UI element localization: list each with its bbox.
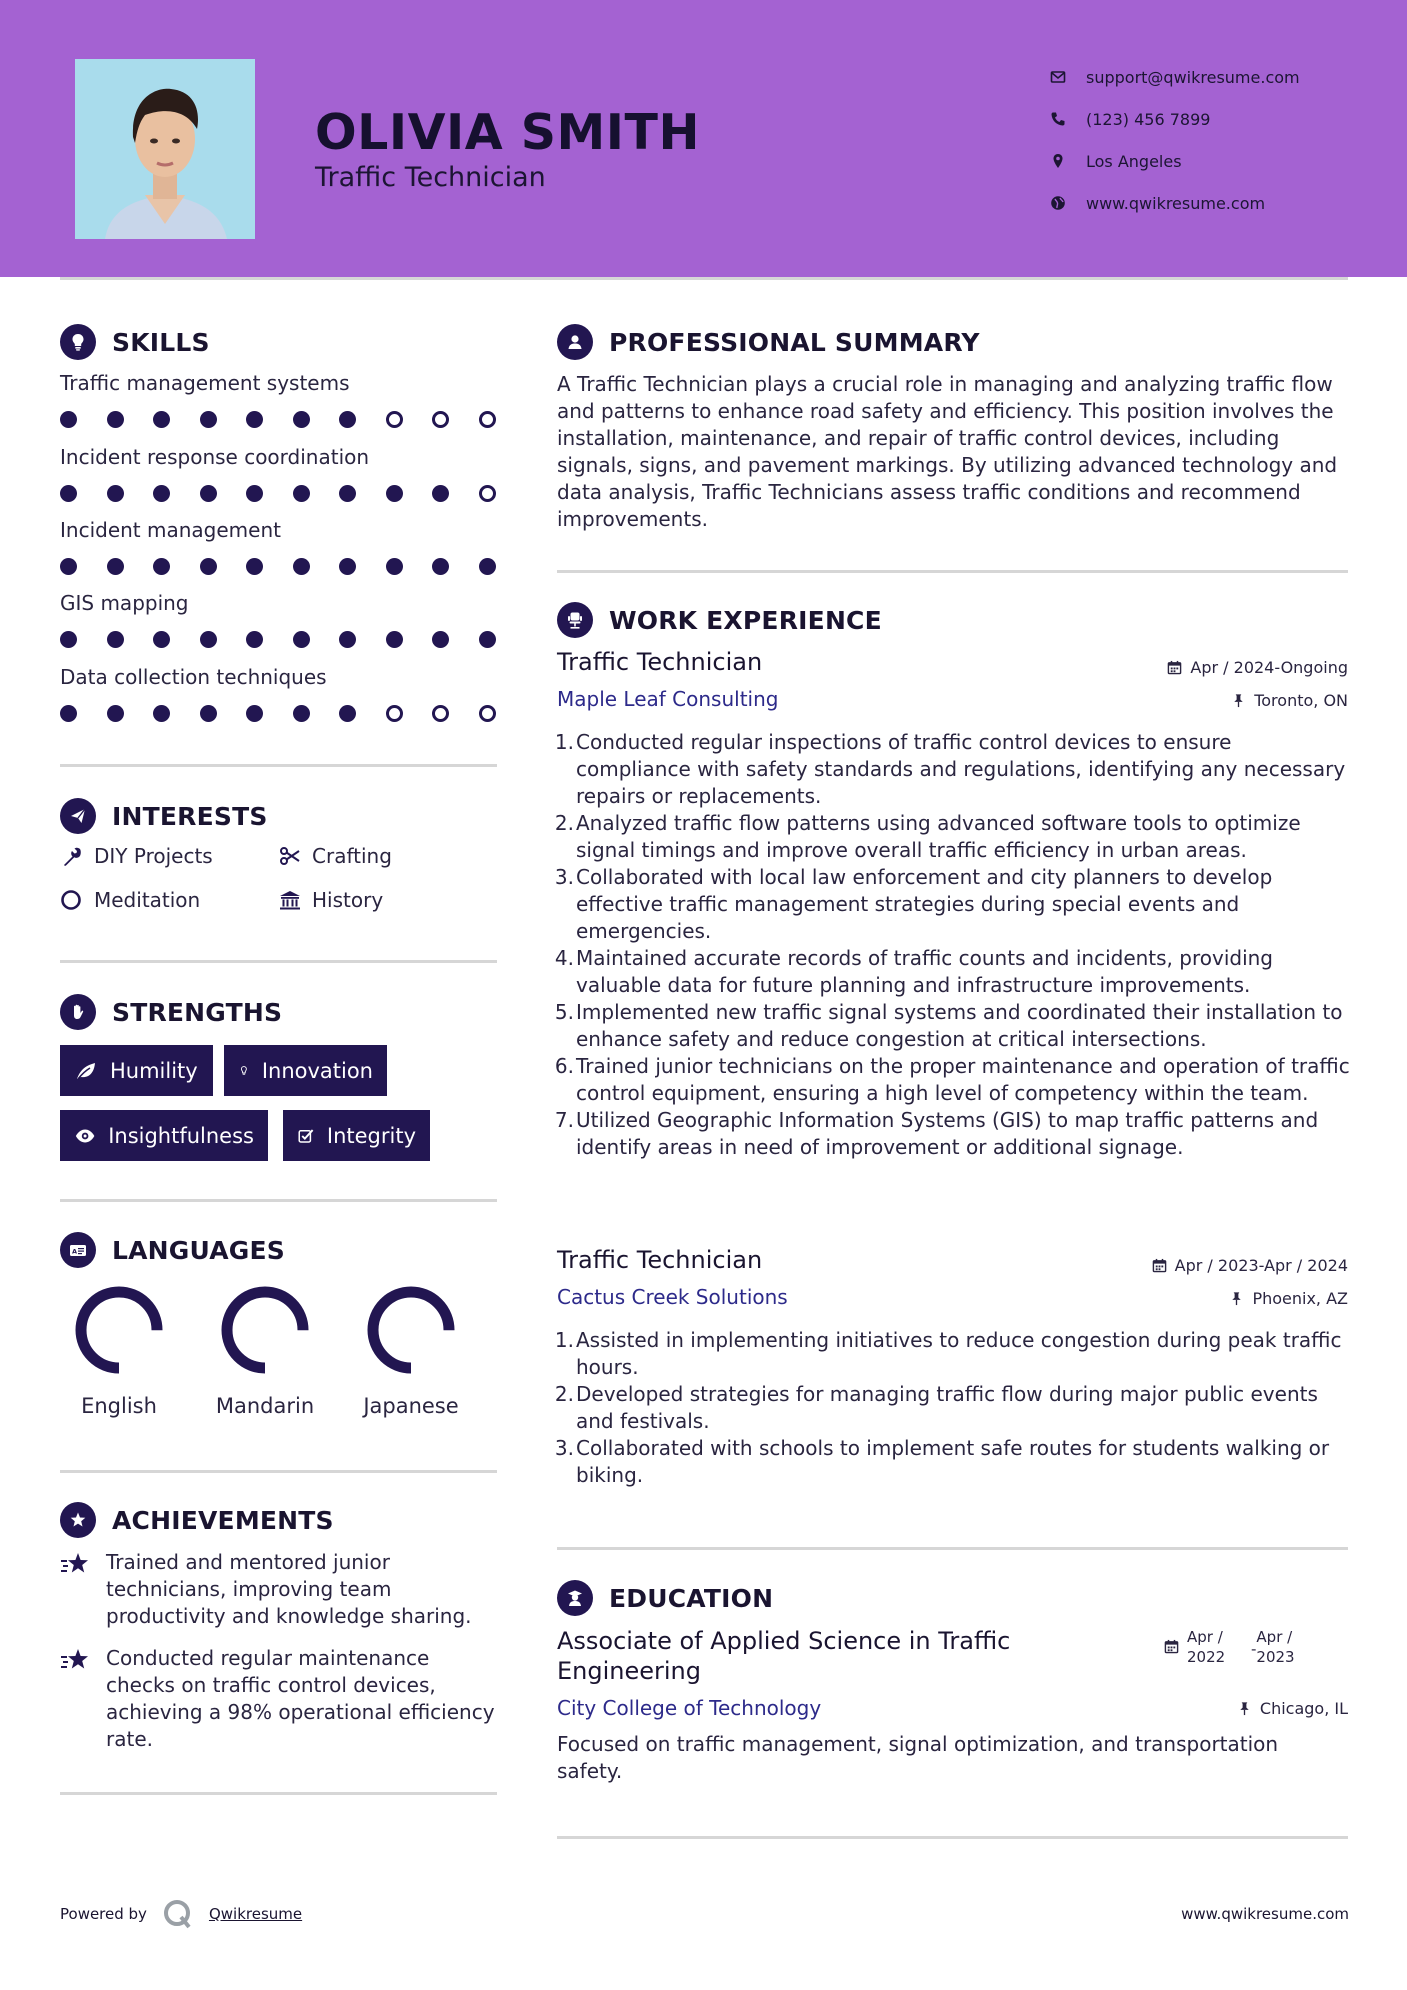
job-duties <box>554 1327 1352 1489</box>
languages-divider <box>60 1470 497 1473</box>
rating-dot-filled <box>339 485 356 502</box>
education-date-end: Apr / 2023 <box>1256 1628 1295 1666</box>
leaf-icon <box>74 1059 98 1083</box>
duty-item <box>554 1107 1352 1161</box>
duty-number: 2. <box>554 811 574 835</box>
rating-dot-filled <box>246 558 263 575</box>
duty-item <box>554 1381 1352 1435</box>
language-level-arc <box>373 1292 449 1368</box>
interest-item <box>278 844 392 868</box>
rating-dot-filled <box>432 631 449 648</box>
strengths-divider <box>60 1199 497 1202</box>
education-divider <box>557 1836 1348 1839</box>
job-location-text: Toronto, ON <box>1254 691 1348 710</box>
rating-dot-filled <box>60 558 77 575</box>
resume-header <box>0 0 1407 277</box>
education-description: Focused on traffic management, signal optimization, and transportation safety. <box>557 1732 1279 1783</box>
globe-icon <box>1050 195 1066 211</box>
rating-dot-filled <box>200 485 217 502</box>
achievements-title: ACHIEVEMENTS <box>112 1505 334 1535</box>
rating-dot-filled <box>339 558 356 575</box>
education-location <box>1237 1699 1348 1718</box>
rating-dot-filled <box>246 705 263 722</box>
duty-text: Utilized Geographic Information Systems (GIS) to map traffic patterns and identify areas in need of improvement or additional signage. <box>576 1108 1319 1159</box>
strength-label: Integrity <box>326 1123 416 1148</box>
candidate-name: OLIVIA SMITH <box>315 104 700 161</box>
experience-heading <box>557 602 882 638</box>
interests-divider <box>60 960 497 963</box>
lightbulb-icon <box>238 1059 250 1083</box>
contact-location-text: Los Angeles <box>1086 151 1182 171</box>
duty-item <box>554 729 1352 810</box>
skill-item <box>60 445 500 502</box>
skills-divider <box>60 764 497 767</box>
language-name: Mandarin <box>215 1394 315 1418</box>
pushpin-icon <box>1237 1701 1252 1716</box>
strengths-heading <box>60 994 282 1030</box>
header-divider <box>60 277 1348 280</box>
skill-name: Incident response coordination <box>60 445 370 469</box>
rating-dot-filled <box>293 558 310 575</box>
duty-item <box>554 810 1352 864</box>
job-dates-text: Apr / 2023-Apr / 2024 <box>1174 1256 1348 1275</box>
qwikresume-logo-icon <box>161 1897 195 1931</box>
calendar-icon <box>1164 1639 1179 1654</box>
duty-number: 7. <box>554 1108 574 1132</box>
star-badge-icon <box>60 1502 96 1538</box>
duty-text: Maintained accurate records of traffic counts and incidents, providing valuable data for future planning and infrastructure improvements. <box>576 946 1274 997</box>
contact-phone-text: (123) 456 7899 <box>1086 109 1211 129</box>
rating-dot-filled <box>246 485 263 502</box>
rating-dot-filled <box>479 558 496 575</box>
education-date-start: Apr / 2022 <box>1187 1628 1226 1666</box>
duty-number: 2. <box>554 1382 574 1406</box>
job-dates-text: Apr / 2024-Ongoing <box>1190 658 1348 677</box>
candidate-title: Traffic Technician <box>315 162 546 193</box>
achievement-text: Conducted regular maintenance checks on traffic control devices, achieving a 98% operational efficiency rate. <box>106 1646 495 1751</box>
skill-rating <box>60 485 500 502</box>
pushpin-icon <box>1229 1291 1244 1306</box>
skill-name: Data collection techniques <box>60 665 327 689</box>
duty-number: 3. <box>554 1436 574 1460</box>
pushpin-icon <box>1231 693 1246 708</box>
achievement-item <box>60 1549 500 1630</box>
job-role: Traffic Technician <box>557 648 763 676</box>
job-location <box>1231 691 1348 710</box>
job-location-text: Phoenix, AZ <box>1252 1289 1348 1308</box>
duty-number: 6. <box>554 1054 574 1078</box>
skill-item <box>60 591 500 648</box>
achievement-text: Trained and mentored junior technicians, improving team productivity and knowledge sharing. <box>106 1550 472 1628</box>
experience-title: WORK EXPERIENCE <box>609 605 882 635</box>
calendar-icon <box>1167 660 1182 675</box>
rating-dot-empty <box>479 411 496 428</box>
star-icon <box>60 1551 90 1579</box>
brand-link[interactable]: Qwikresume <box>208 1905 303 1923</box>
paper-plane-icon <box>60 798 96 834</box>
duty-item <box>554 1053 1352 1107</box>
wrench-icon <box>60 844 84 868</box>
rating-dot-filled <box>293 705 310 722</box>
rating-dot-filled <box>153 485 170 502</box>
rating-dot-filled <box>339 631 356 648</box>
skill-name: Incident management <box>60 518 281 542</box>
duty-text: Analyzed traffic flow patterns using advanced software tools to optimize signal timings and improve overall traffic efficiency in urban areas. <box>576 811 1301 862</box>
language-item <box>195 1284 335 1418</box>
contact-email <box>1050 56 1380 98</box>
interest-label: DIY Projects <box>94 844 213 868</box>
strength-label: Innovation <box>261 1058 373 1083</box>
phone-icon <box>1050 111 1066 127</box>
interest-item <box>60 844 213 868</box>
languages-title: LANGUAGES <box>112 1235 286 1265</box>
job-duties <box>554 729 1352 1161</box>
interest-label: Meditation <box>94 888 201 912</box>
summary-heading <box>557 324 980 360</box>
rating-dot-empty <box>479 705 496 722</box>
experience-divider <box>557 1547 1348 1550</box>
interests-title: INTERESTS <box>112 801 268 831</box>
star-icon <box>60 1647 90 1675</box>
contact-email-text[interactable]: support@qwikresume.com <box>1086 67 1300 87</box>
job-dates <box>1152 1256 1348 1275</box>
language-item <box>49 1284 189 1418</box>
check-square-icon <box>297 1124 315 1148</box>
duty-number: 1. <box>554 730 574 754</box>
rating-dot-filled <box>107 411 124 428</box>
skill-item <box>60 665 500 722</box>
duty-text: Collaborated with schools to implement safe routes for students walking or biking. <box>576 1436 1330 1487</box>
profile-photo <box>75 59 255 239</box>
education-degree: Associate of Applied Science in Traffic Engineering <box>557 1627 1011 1685</box>
rating-dot-filled <box>246 411 263 428</box>
skill-rating <box>60 705 500 722</box>
achievements-divider <box>60 1792 497 1795</box>
strength-badge <box>60 1045 213 1096</box>
envelope-icon <box>1050 69 1066 85</box>
language-name: Japanese <box>363 1394 459 1418</box>
duty-number: 4. <box>554 946 574 970</box>
rating-dot-filled <box>107 631 124 648</box>
rating-dot-filled <box>293 485 310 502</box>
eye-icon <box>74 1124 96 1148</box>
language-icon <box>60 1232 96 1268</box>
rating-dot-filled <box>60 705 77 722</box>
rating-dot-filled <box>107 485 124 502</box>
duty-number: 3. <box>554 865 574 889</box>
interest-label: Crafting <box>312 844 392 868</box>
strength-badge <box>224 1045 387 1096</box>
skills-title: SKILLS <box>112 327 210 357</box>
skills-heading <box>60 324 210 360</box>
circle-icon <box>60 888 84 912</box>
education-title: EDUCATION <box>609 1583 774 1613</box>
interest-label: History <box>312 888 384 912</box>
summary-text: A Traffic Technician plays a crucial role in managing and analyzing traffic flow and patterns to enhance road safety and efficiency. This position involves the installation, maintenance, and repair of traffic control devices, including signals, signs, and pavement markings. By utilizing advanced technology and data analysis, Traffic Technicians assess traffic conditions and recommend improvements. <box>557 372 1338 531</box>
rating-dot-filled <box>293 411 310 428</box>
achievements-heading <box>60 1502 334 1538</box>
rating-dot-filled <box>339 411 356 428</box>
duty-text: Trained junior technicians on the proper maintenance and operation of traffic control equipment, ensuring a high level of competency within the team. <box>576 1054 1350 1105</box>
summary-divider <box>557 570 1348 573</box>
rating-dot-filled <box>153 411 170 428</box>
education-school: City College of Technology <box>557 1696 822 1720</box>
rating-dot-empty <box>386 705 403 722</box>
strength-label: Insightfulness <box>108 1123 254 1148</box>
rating-dot-filled <box>107 705 124 722</box>
skill-name: GIS mapping <box>60 591 189 615</box>
svg-text:A: A <box>72 1247 78 1256</box>
duty-item <box>554 999 1352 1053</box>
rating-dot-filled <box>432 558 449 575</box>
scissors-icon <box>278 844 302 868</box>
rating-dot-filled <box>60 485 77 502</box>
rating-dot-filled <box>153 558 170 575</box>
interests-heading <box>60 798 268 834</box>
duty-text: Assisted in implementing initiatives to reduce congestion during peak traffic hours. <box>576 1328 1342 1379</box>
rating-dot-filled <box>200 631 217 648</box>
rating-dot-empty <box>386 411 403 428</box>
rating-dot-filled <box>246 631 263 648</box>
chair-icon <box>557 602 593 638</box>
skill-rating <box>60 558 500 575</box>
duty-number: 1. <box>554 1328 574 1352</box>
rating-dot-filled <box>386 485 403 502</box>
powered-by-text: Powered by <box>60 1905 147 1923</box>
skill-rating <box>60 631 500 648</box>
contact-website <box>1050 182 1380 224</box>
education-dates <box>1164 1627 1306 1667</box>
job-location <box>1229 1289 1348 1308</box>
summary-title: PROFESSIONAL SUMMARY <box>609 327 980 357</box>
contact-location <box>1050 140 1380 182</box>
contact-info <box>1050 56 1380 224</box>
duty-text: Collaborated with local law enforcement and city planners to develop effective traffic management strategies during special events and emergencies. <box>576 865 1273 943</box>
skill-item <box>60 518 500 575</box>
rating-dot-filled <box>153 705 170 722</box>
rating-dot-filled <box>60 631 77 648</box>
rating-dot-filled <box>200 558 217 575</box>
duty-number: 5. <box>554 1000 574 1024</box>
rating-dot-filled <box>200 705 217 722</box>
contact-website-text[interactable]: www.qwikresume.com <box>1086 193 1266 213</box>
hand-icon <box>60 994 96 1030</box>
strength-badge <box>60 1110 268 1161</box>
lightbulb-icon <box>60 324 96 360</box>
job-company: Maple Leaf Consulting <box>557 687 779 711</box>
duty-item <box>554 945 1352 999</box>
duty-item <box>554 1327 1352 1381</box>
language-level-gauge <box>73 1284 165 1376</box>
duty-item <box>554 864 1352 945</box>
language-level-arc <box>227 1292 303 1368</box>
footer-website[interactable]: www.qwikresume.com <box>1181 1905 1349 1923</box>
museum-icon <box>278 888 302 912</box>
skill-rating <box>60 411 500 428</box>
achievement-item <box>60 1645 500 1753</box>
footer-powered <box>60 1897 302 1931</box>
rating-dot-filled <box>107 558 124 575</box>
duty-text: Implemented new traffic signal systems and coordinated their installation to enhance safety and reduce congestion at critical intersections. <box>576 1000 1343 1051</box>
map-pin-icon <box>1050 153 1066 169</box>
rating-dot-filled <box>339 705 356 722</box>
language-level-arc <box>81 1292 157 1368</box>
language-name: English <box>81 1394 157 1418</box>
rating-dot-filled <box>153 631 170 648</box>
strengths-title: STRENGTHS <box>112 997 283 1027</box>
rating-dot-filled <box>479 631 496 648</box>
job-dates <box>1167 658 1348 677</box>
user-icon <box>557 324 593 360</box>
rating-dot-filled <box>60 411 77 428</box>
education-location-text: Chicago, IL <box>1259 1699 1348 1718</box>
education-heading <box>557 1580 773 1616</box>
graduate-icon <box>557 1580 593 1616</box>
language-level-gauge <box>365 1284 457 1376</box>
duty-text: Developed strategies for managing traffic flow during major public events and festivals. <box>576 1382 1318 1433</box>
interest-item <box>60 888 200 912</box>
strength-badge <box>283 1110 430 1161</box>
language-item <box>341 1284 481 1418</box>
contact-phone <box>1050 98 1380 140</box>
interest-item <box>278 888 383 912</box>
languages-heading <box>60 1232 285 1268</box>
duty-text: Conducted regular inspections of traffic control devices to ensure compliance with safety standards and regulations, identifying any necessary repairs or replacements. <box>576 730 1346 808</box>
education-date-sep: - <box>1251 1640 1257 1658</box>
rating-dot-filled <box>386 558 403 575</box>
rating-dot-filled <box>432 485 449 502</box>
duty-item <box>554 1435 1352 1489</box>
rating-dot-empty <box>432 411 449 428</box>
rating-dot-filled <box>293 631 310 648</box>
rating-dot-empty <box>479 485 496 502</box>
language-level-gauge <box>219 1284 311 1376</box>
job-role: Traffic Technician <box>557 1246 763 1274</box>
rating-dot-filled <box>200 411 217 428</box>
job-company: Cactus Creek Solutions <box>557 1285 788 1309</box>
rating-dot-filled <box>386 631 403 648</box>
rating-dot-empty <box>432 705 449 722</box>
skill-name: Traffic management systems <box>60 371 350 395</box>
strength-label: Humility <box>110 1058 198 1083</box>
skill-item <box>60 371 500 428</box>
calendar-icon <box>1152 1258 1167 1273</box>
